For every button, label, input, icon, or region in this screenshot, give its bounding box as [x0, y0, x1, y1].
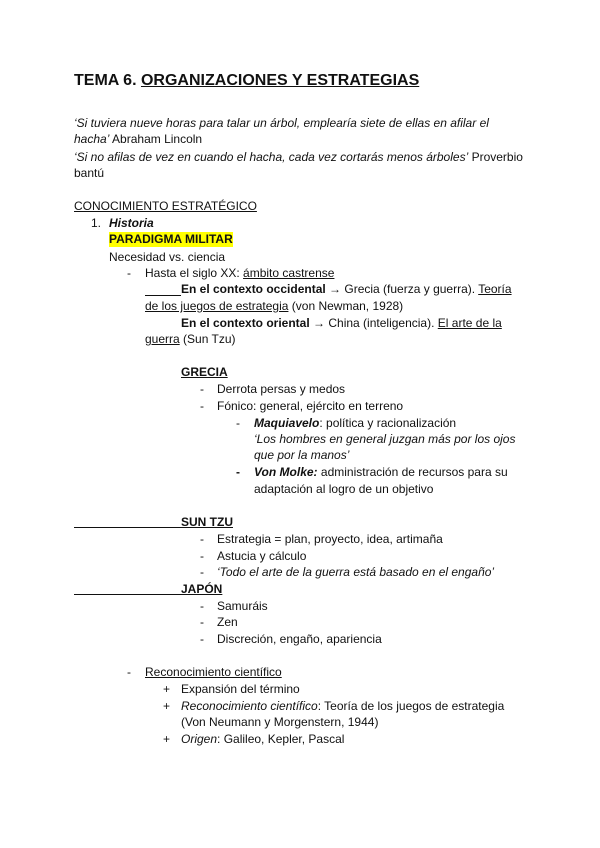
occidental-line2 — [145, 298, 403, 314]
maquiavelo-text: : política y racionalización — [319, 416, 457, 430]
origen-text: : Galileo, Kepler, Pascal — [217, 732, 345, 746]
historia-label: Historia — [109, 216, 154, 230]
molke-line — [254, 464, 508, 480]
oriental-line2 — [145, 331, 236, 347]
occidental-link: Teoría — [478, 282, 512, 296]
japon-item: Samuráis — [217, 599, 268, 613]
dash-bullet: - — [200, 632, 204, 646]
section-heading: CONOCIMIENTO ESTRATÉGICO — [74, 199, 257, 213]
plus-bullet: + — [163, 682, 171, 696]
dash-bullet: - — [236, 416, 240, 430]
quote-proverb-author: Proverbio — [468, 150, 523, 164]
grecia-heading: GRECIA — [181, 365, 228, 379]
dash-bullet: - — [200, 532, 204, 546]
reconocimiento-text: : Teoría de los juegos de estrategia — [317, 699, 505, 713]
oriental-line — [181, 315, 502, 331]
suntzu-item: Astucia y cálculo — [217, 549, 307, 563]
dash-bullet: - — [200, 399, 204, 413]
oriental-text: → China (inteligencia). — [309, 316, 438, 330]
plus-bullet: + — [163, 732, 171, 746]
maquiavelo-line — [254, 415, 456, 431]
occidental-tail: (von Newman, 1928) — [288, 299, 404, 313]
quote-proverb — [74, 149, 523, 165]
grecia-item: Fónico: general, ejército en terreno — [217, 399, 404, 413]
plus-bullet: + — [163, 699, 171, 713]
quote-lincoln-line1: ‘Si tuviera nueve horas para talar un árbol, emplearía siete de ellas en afilar el — [74, 116, 489, 130]
title-text: ORGANIZACIONES Y ESTRATEGIAS — [140, 72, 420, 89]
dash-bullet: - — [200, 565, 204, 579]
japon-item: Discreción, engaño, apariencia — [217, 632, 382, 646]
reconocimiento-label: Reconocimiento científico — [181, 699, 318, 713]
suntzu-heading: SUN TZU — [181, 515, 233, 529]
quote-lincoln-author: Abraham Lincoln — [109, 132, 203, 146]
molke-text: administración de recursos para su — [317, 465, 508, 479]
origen-label: Origen — [181, 732, 218, 746]
blank-underline — [74, 594, 181, 595]
suntzu-item: Estrategia = plan, proyecto, idea, artimaña — [217, 532, 443, 546]
reconocimiento-item — [181, 731, 344, 747]
oriental-label: En el contexto oriental — [181, 316, 310, 330]
maquiavelo-quote-cont: que por la manos’ — [254, 448, 350, 462]
list-number: 1. — [91, 216, 102, 230]
necesidad-text: Necesidad vs. ciencia — [109, 250, 226, 264]
blank-underline — [74, 527, 181, 528]
quote-proverb-author-line2: bantú — [74, 166, 105, 180]
hasta-line — [145, 265, 334, 281]
occidental-link-cont: de los juegos de estrategia — [145, 299, 289, 313]
reconocimiento-item-cont: (Von Neumann y Morgenstern, 1944) — [181, 715, 379, 729]
occidental-text: → Grecia (fuerza y guerra). — [325, 282, 479, 296]
molke-label: Von Molke: — [254, 465, 318, 479]
occidental-label: En el contexto occidental — [181, 282, 326, 296]
dash-bullet: - — [236, 465, 240, 479]
oriental-tail: (Sun Tzu) — [179, 332, 236, 346]
grecia-item: Derrota persas y medos — [217, 382, 346, 396]
dash-bullet: - — [200, 549, 204, 563]
reconocimiento-item: Expansión del término — [181, 682, 300, 696]
title-number: TEMA 6. — [74, 72, 137, 89]
dash-bullet: - — [127, 266, 131, 280]
maquiavelo-label: Maquiavelo — [254, 416, 320, 430]
hasta-text: Hasta el siglo XX: — [145, 266, 244, 280]
quote-lincoln-end: hacha’ — [74, 132, 110, 146]
dash-bullet: - — [200, 382, 204, 396]
quote-lincoln-line2 — [74, 131, 202, 147]
blank-underline — [145, 295, 181, 296]
paradigm-heading: PARADIGMA MILITAR — [109, 232, 233, 246]
dash-bullet: - — [127, 665, 131, 679]
occidental-line — [181, 281, 512, 297]
molke-text-cont: adaptación al logro de un objetivo — [254, 482, 434, 496]
reconocimiento-heading: Reconocimiento científico — [145, 665, 282, 679]
dash-bullet: - — [200, 599, 204, 613]
reconocimiento-item — [181, 698, 504, 714]
page-title — [74, 71, 419, 91]
hasta-link: ámbito castrense — [243, 266, 335, 280]
oriental-link-cont: guerra — [145, 332, 180, 346]
japon-item: Zen — [217, 615, 238, 629]
oriental-link: El arte de la — [437, 316, 502, 330]
dash-bullet: - — [200, 615, 204, 629]
japon-heading: JAPÓN — [181, 582, 223, 596]
suntzu-quote: ‘Todo el arte de la guerra está basado en el engaño’ — [217, 565, 495, 579]
quote-proverb-text: ‘Si no afilas de vez en cuando el hacha, cada vez cortarás menos árboles’ — [74, 150, 469, 164]
maquiavelo-quote: ‘Los hombres en general juzgan más por los ojos — [254, 432, 516, 446]
